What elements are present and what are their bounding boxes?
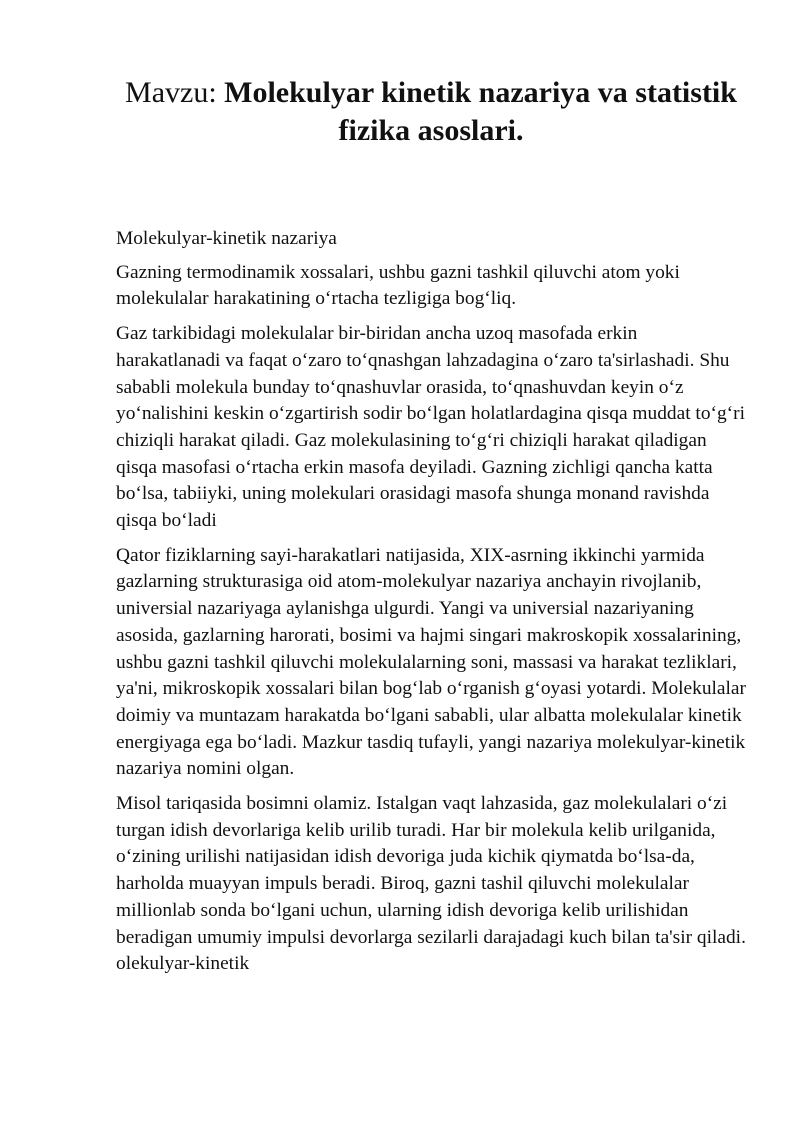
paragraph: Gazning termodinamik xossalari, ushbu gazni tashkil qiluvchi atom yoki molekulalar harakatining o‘rtacha tezligiga bog‘liq.	[116, 261, 680, 310]
paragraph: Gaz tarkibidagi molekulalar bir-biridan ancha uzoq masofada erkin harakatlanadi va faqat o‘zaro to‘qnashgan lahzadagina o‘zaro ta'sirlashadi. Shu sababli molekula bunday to‘qnashuvlar orasida, to‘qnashuvdan keyin o‘z yo‘nalishini keskin o‘zgartirish sodir bo‘lgan holatlardagina qisqa muddat to‘g‘ri chiziqli harakat qiladi. Gaz molekulasining to‘g‘ri chiziqli harakat qiladigan qisqa masofasi o‘rtacha erkin masofa deyiladi. Gazning zichligi qancha katta bo‘lsa, tabiiyki, uning molekulari orasidagi masofa shunga monand ravishda qisqa bo‘ladi	[116, 323, 745, 532]
title-main: Molekulyar kinetik nazariya va statistik fizika asoslari.	[224, 76, 737, 147]
document-body	[116, 226, 746, 986]
page-title	[116, 74, 746, 150]
section-heading: Molekulyar-kinetik nazariya	[116, 228, 337, 249]
paragraph: Qator fiziklarning sayi-harakatlari natijasida, XIX-asrning ikkinchi yarmida gazlarning strukturasiga oid atom-molekulyar nazariya anchayin rivojlanib, universial nazariyaga aylanishga ulgurdi. Yangi va universial nazariyaning asosida, gazlarning harorati, bosimi va hajmi singari makroskopik xossalarining, ushbu gazni tashkil qiluvchi molekulalarning soni, massasi va harakat tezliklari, ya'ni, mikroskopik xossalari bilan bog‘lab o‘rganish g‘oyasi yotardi. Molekulalar doimiy va muntazam harakatda bo‘lgani sababli, ular albatta molekulalar kinetik energiyaga ega bo‘ladi. Mazkur tasdiq tufayli, yangi nazariya molekulyar-kinetik nazariya nomini olgan.	[116, 544, 746, 780]
title-prefix: Mavzu:	[125, 76, 225, 109]
paragraph: Misol tariqasida bosimni olamiz. Istalgan vaqt lahzasida, gaz molekulalari o‘zi turgan idish devorlariga kelib urilib turadi. Har bir molekula kelib urilganida, o‘zining urilishi natijasidan idish devoriga juda kichik qiymatda bo‘lsa-da, harholda muayyan impuls beradi. Biroq, gazni tashil qiluvchi molekulalar millionlab sonda bo‘lgani uchun, ularning idish devoriga kelib urilishidan beradigan umumiy impulsi devorlarga sezilarli darajadagi kuch bilan ta'sir qiladi. olekulyar-kinetik	[116, 793, 746, 975]
